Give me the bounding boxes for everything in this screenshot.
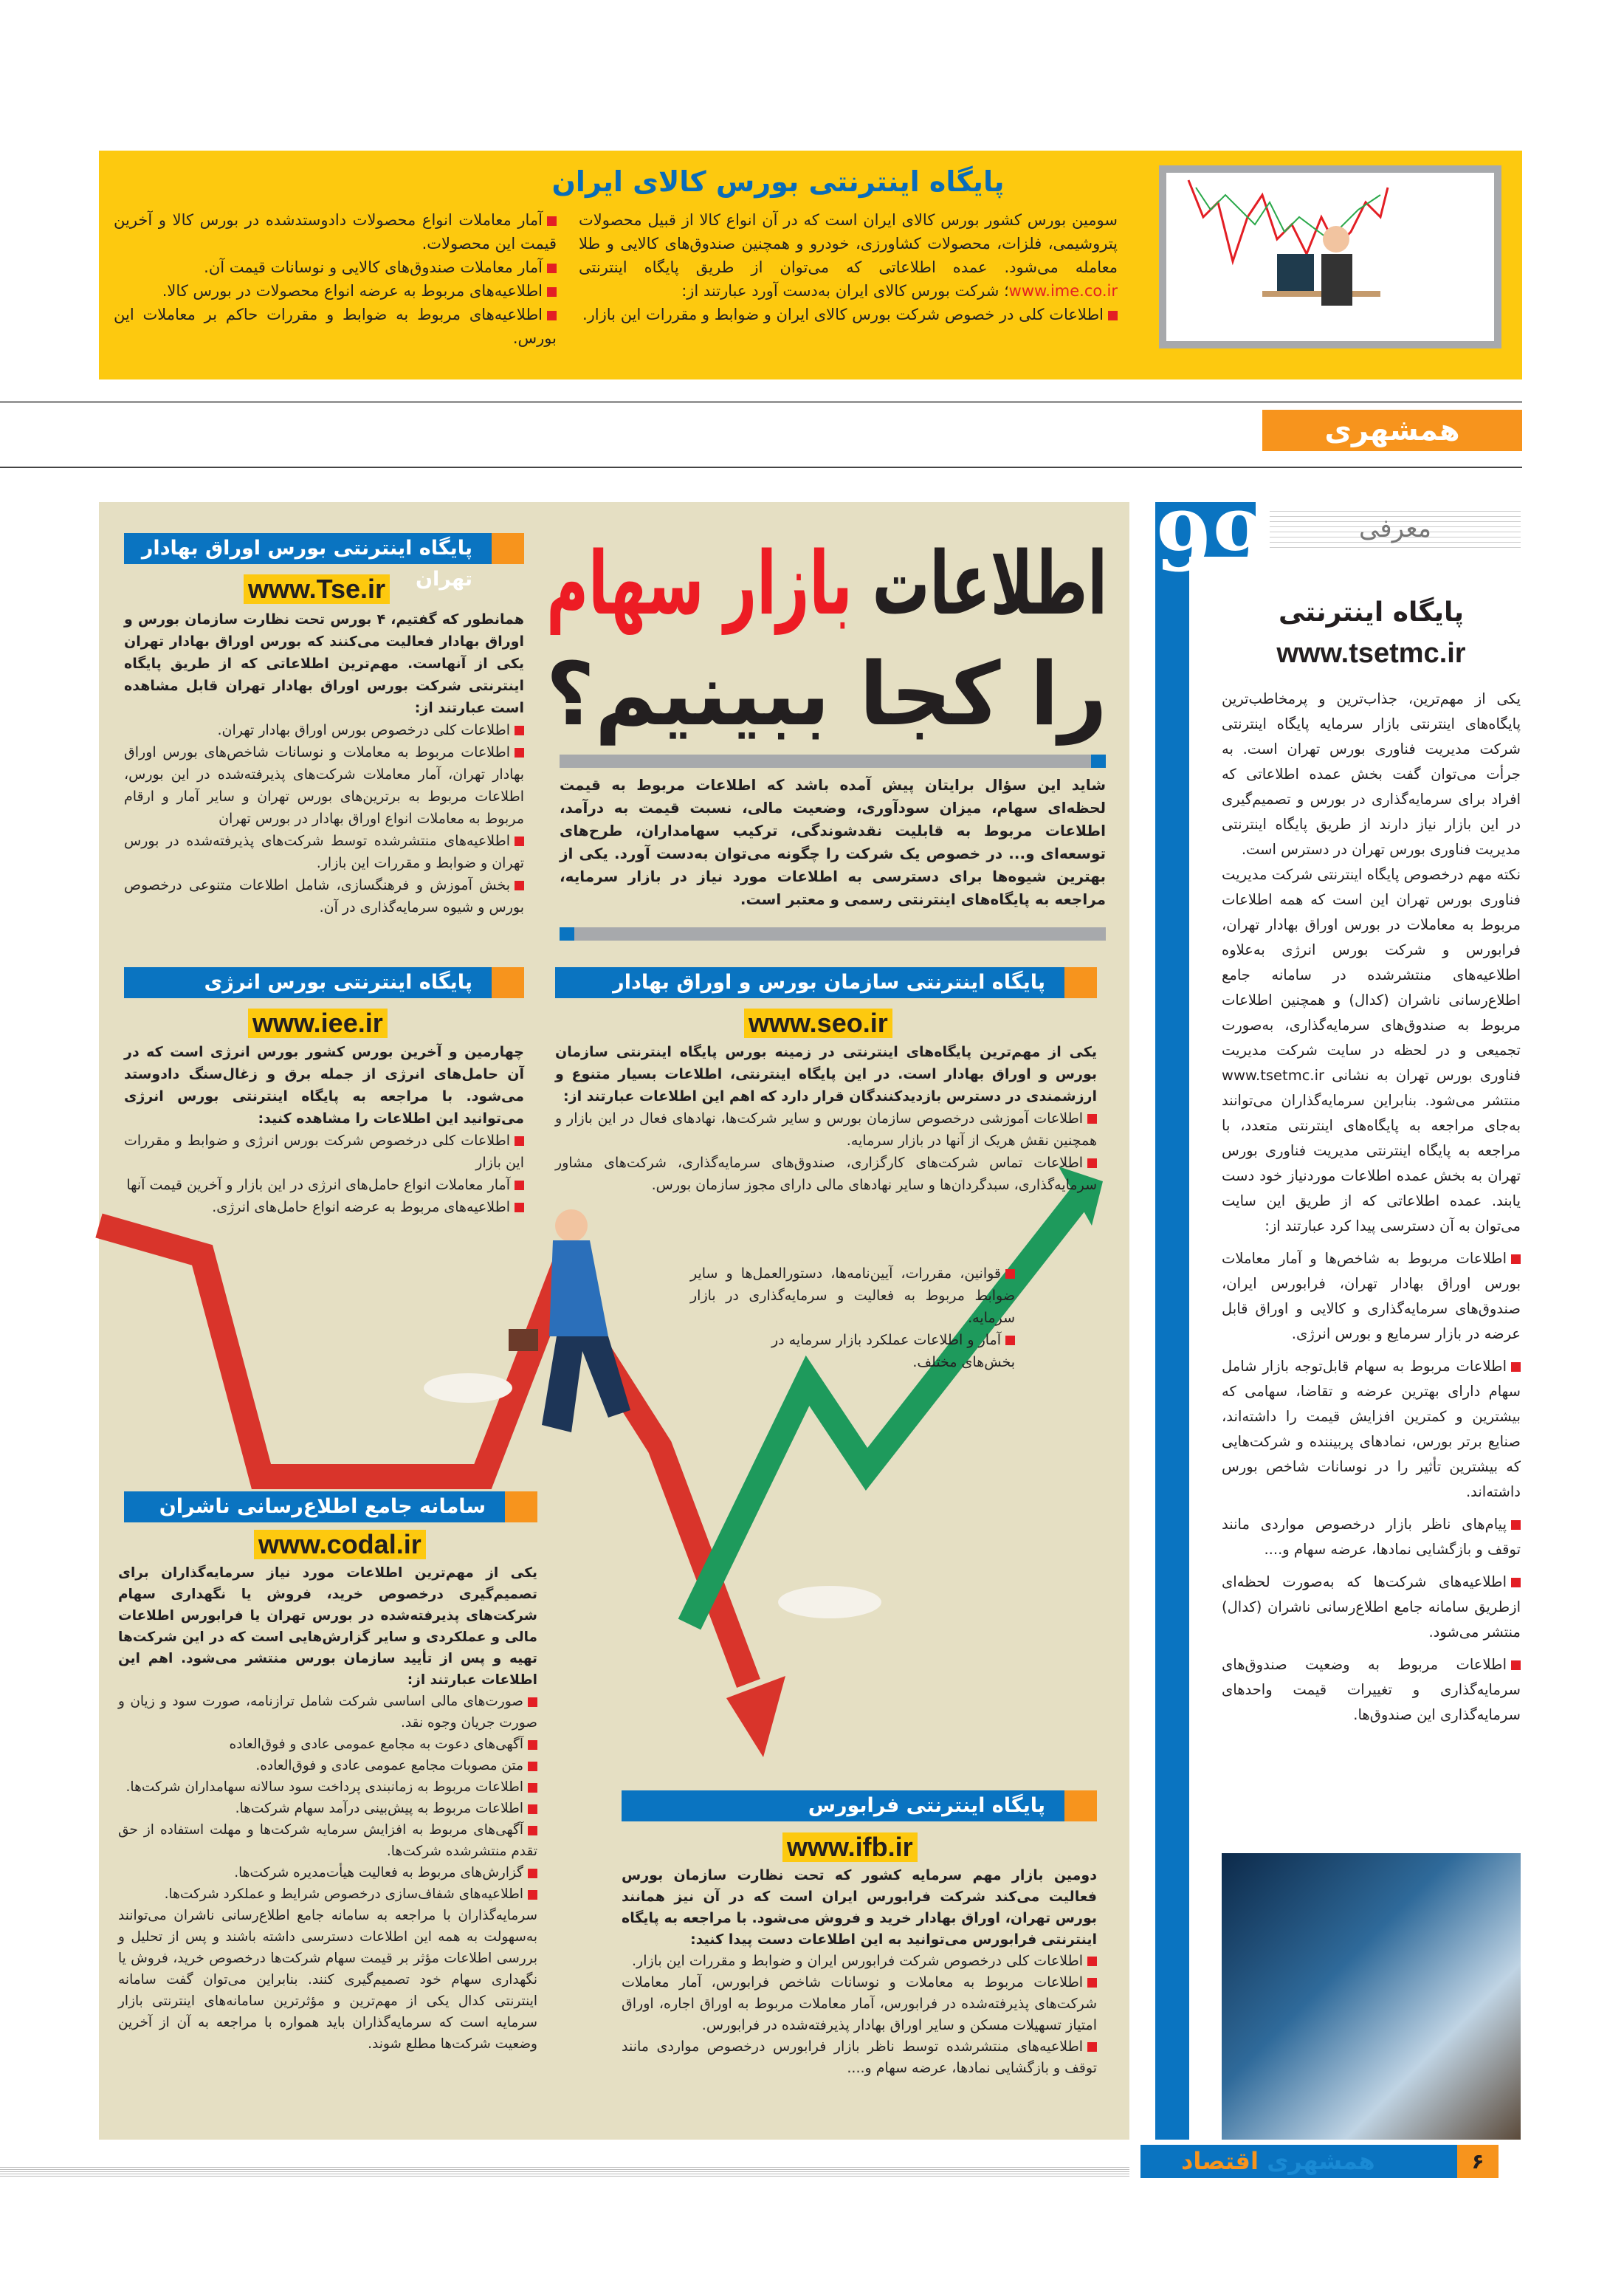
- bullet-icon: [528, 1762, 537, 1771]
- quote-icon: 99: [1155, 495, 1269, 590]
- section-label: معرفی: [1270, 506, 1521, 551]
- tse-body: همانطور که گفتیم، ۴ بورس تحت نظارت سازمان بورس و اوراق بهادار فعالیت می‌کنند که بورس اوراق بهادار تهران یکی از آنهاست. مهم‌ترین اطلاعاتی که از طریق پایگاه اینترنتی شرکت بورس اوراق بهادار تهران قابل مشاهده است عبارتند از: اطلاعات کلی درخصوص بورس اوراق بهادار تهران. اطلاعات مربوط به معاملات و نوسانات شاخص‌های بورس اوراق بهادار تهران، آمار معاملات شرکت‌های پذیرفته‌شده در این بورس، اطلاعات مربوط به برترین‌های بورس تهران و سایر آمار و ارقام مربوط به معاملات انواع اوراق بهادار در بورس تهران اطلاعیه‌های منتشرشده توسط شرکت‌های پذیرفته‌شده در بورس تهران و ضوابط و مقررات این بازار. بخش آموزش و فرهنگسازی، شامل اطلاعات متنوعی درخصوص بورس و شیوه سرمایه‌گذاری در آن.: [124, 611, 524, 916]
- divider: [0, 467, 1522, 468]
- seo-body-cont: قوانین، مقررات، آیین‌نامه‌ها، دستورالعمل‌ها و سایر ضوابط مربوط به فعالیت و سرمایه‌گذاری در بازار سرمایه. آمار و اطلاعات عملکرد بازار سرمایه در بخش‌های مختلف.: [690, 1265, 1015, 1370]
- trading-screens-photo: [1222, 1853, 1521, 2140]
- bullet-icon: [1087, 1957, 1097, 1966]
- bullet-icon: [1005, 1269, 1015, 1279]
- bullet-icon: [1511, 1578, 1521, 1587]
- footer-bar: [1140, 2145, 1499, 2178]
- hamshahri-eghtesad-logo: همشهری اقتصاد: [1181, 2147, 1375, 2175]
- bullet-icon: [515, 748, 524, 758]
- bullet-icon: [528, 1804, 537, 1814]
- bullet-icon: [528, 1697, 537, 1707]
- iee-body: چهارمین و آخرین بورس کشور بورس انرژی است که در آن حامل‌های انرژی از جمله برق و زغال‌سنگ دادوستد می‌شود. با مراجعه به پایگاه اینترنتی بورس انرژی می‌توانید این اطلاعات را مشاهده کنید: اطلاعات کلی درخصوص شرکت بورس انرژی و ضوابط و مقررات این بازار آمار معاملات انواع حامل‌های انرژی در این بازار و آخرین قیمت آنها اطلاعیه‌های مربوط به عرضه انواع حامل‌های انرژی.: [124, 1044, 524, 1215]
- trader-illustration: [1159, 165, 1501, 348]
- bullet-icon: [515, 1181, 524, 1190]
- ifb-body: دومین بازار مهم سرمایه کشور که تحت نظارت سازمان بورس فعالیت می‌کند شرکت فرابورس ایران است که در آن نیز همانند بورس تهران، اوراق بهادار خرید و فروش می‌شود. با مراجعه به پایگاه اینترنتی فرابورس می‌توانید به این اطلاعات دست پیدا کنید: اطلاعات کلی درخصوص شرکت فرابورس ایران و ضوابط و مقررات این بازار. اطلاعات مربوط به معاملات و نوسانات شاخص فرابورس، آمار معاملات شرکت‌های پذیرفته‌شده در فرابورس، آمار معاملات مربوط به اوراق اجاره، اوراق امتیاز تسهیلات مسکن و سایر اوراق بهادار پذیرفته‌شده در فرابورس. اطلاعیه‌های منتشرشده توسط ناظر بازار فرابورس درخصوص مواردی مانند توقف و بازگشایی نمادها، عرضه سهام و....: [622, 1867, 1097, 2076]
- divider-bar: [560, 927, 1106, 941]
- ime-intro: سومین بورس کشور بورس کالای ایران است که در آن انواع کالا از قبیل محصولات پتروشیمی، فلزات، محصولات کشاورزی، خودرو و همچنین صندوق‌های کالایی و طلا معامله می‌شود. عمده اطلاعاتی که می‌توان از طریق پایگاه اینترنتی www.ime.co.ir؛ شرکت بورس کالای ایران به‌دست آورد عبارتند از: اطلاعات کلی در خصوص شرکت بورس کالای ایران و ضوابط و مقررات این بازار.: [579, 211, 1118, 323]
- ifb-header: پایگاه اینترنتی فرابورس: [622, 1790, 1097, 1821]
- divider: [0, 401, 1522, 403]
- bullet-icon: [547, 216, 557, 226]
- sidebar-accent-bar: [1155, 502, 1189, 2140]
- bullet-icon: [528, 1890, 537, 1900]
- bullet-icon: [547, 311, 557, 320]
- hamshahri-logo: همشهری: [1262, 410, 1522, 451]
- bullet-icon: [515, 726, 524, 735]
- ime-title: پایگاه اینترنتی بورس کالای ایران: [551, 165, 1005, 198]
- page-number: ۶: [1457, 2145, 1499, 2178]
- bullet-icon: [1005, 1336, 1015, 1345]
- bullet-icon: [528, 1869, 537, 1878]
- sidebar-body: یکی از مهم‌ترین، جذاب‌ترین و پرمخاطب‌ترین پایگاه‌های اینترنتی بازار سرمایه پایگاه اینترنتی شرکت مدیریت فناوری بورس تهران است. به جرأت می‌توان گفت بخش عمده اطلاعاتی که افراد برای سرمایه‌گذاری در بورس و تصمیم‌گیری در این بازار نیاز دارند از طریق پایگاه اینترنتی مدیریت فناوری بورس تهران در دسترس است. نکته مهم درخصوص پایگاه اینترنتی شرکت مدیریت فناوری بورس تهران این است که همه اطلاعات مربوط به معاملات در بورس اوراق بهادار تهران، فرابورس و شرکت بورس انرژی به‌علاوه اطلاعیه‌های منتشرشده در سامانه جامع اطلاع‌رسانی ناشران (کدال) و همچنین اطلاعات مربوط به صندوق‌های سرمایه‌گذاری، به‌صورت تجمیعی و در لحظه در سایت شرکت مدیریت فناوری بورس تهران به نشانی www.tsetmc.ir منتشر می‌شود. بنابراین سرمایه‌گذاران می‌توانند به‌جای مراجعه به پایگاه‌های اینترنتی متعدد، با مراجعه به پایگاه اینترنتی مدیریت فناوری بورس تهران به بخش عمده اطلاعات موردنیاز خود دست یابند. عمده اطلاعاتی که از طریق این سایت می‌توان به آن دسترسی پیدا کرد عبارتند از: اطلاعات مربوط به شاخص‌ها و آمار معاملات بورس اوراق بهادار تهران، فرابورس ایران، صندوق‌های سرمایه‌گذاری و کالایی و اوراق قابل عرضه در بازار سرمایع و بورس انرژی. اطلاعات مربوط به سهام قابل‌توجه بازار شامل سهام دارای بهترین عرضه و تقاضا، سهامی که بیشترین و کمترین افزایش قیمت را داشته‌اند، صنایع برتر بورس، نمادهای پربیننده و شرکت‌هایی که بیشترین تأثیر را در نوسانات شاخص بورس داشته‌اند. پیام‌های ناظر بازار درخصوص مواردی مانند توقف و بازگشایی نمادها، عرضه سهام و.... اطلاعیه‌های شرکت‌ها که به‌صورت لحظه‌ای ازطریق سامانه جامع اطلاع‌رسانی ناشران (کدال) منتشر می‌شود. اطلاعات مربوط به وضعیت صندوق‌های سرمایه‌گذاری و تغییرات قیمت واحدهای سرمایه‌گذاری این صندوق‌ها.: [1222, 690, 1521, 1723]
- bullet-icon: [528, 1783, 537, 1793]
- bullet-icon: [515, 837, 524, 846]
- tse-header: پایگاه اینترنتی بورس اوراق بهادار تهران: [124, 533, 524, 564]
- ime-box: [99, 151, 1522, 379]
- bullet-icon: [547, 287, 557, 297]
- trader-chart-image: [1166, 173, 1494, 341]
- ime-url[interactable]: www.ime.co.ir: [1008, 282, 1118, 300]
- bullet-icon: [515, 881, 524, 890]
- bullet-icon: [1087, 1158, 1097, 1168]
- iee-url[interactable]: www.iee.ir: [248, 1009, 388, 1038]
- sidebar-title: پایگاه اینترنتی: [1278, 597, 1465, 628]
- bullet-icon: [528, 1740, 537, 1750]
- codal-body: یکی از مهم‌ترین اطلاعات مورد نیاز سرمایه‌گذاران برای تصمیم‌گیری درخصوص خرید، فروش یا نگهداری سهام شرکت‌های پذیرفته‌شده در بورس تهران یا فرابورس اطلاعات مالی و عملکردی و سایر گزارش‌هایی است که در این شرکت‌ها تهیه و پس از تأیید سازمان بورس منتشر می‌شود. اهم این اطلاعات عبارتند از: صورت‌های مالی اساسی شرکت شامل ترازنامه، صورت سود و زیان و صورت جریان وجوه نقد. آگهی‌های دعوت به مجامع عمومی عادی و فوق‌العاده متن مصوبات مجامع عمومی عادی و فوق‌العاده. اطلاعات مربوط به زمانبندی پرداخت سود سالانه سهامداران شرکت‌ها. اطلاعات مربوط به پیش‌بینی درآمد سهام شرکت‌ها. آگهی‌های مربوط به افزایش سرمایه شرکت‌ها و مهلت استفاده از حق تقدم منتشرشده شرکت‌ها. گزارش‌های مربوط به فعالیت هیأت‌مدیره شرکت‌ها. اطلاعیه‌های شفاف‌سازی درخصوص شرایط و عملکرد شرکت‌ها. سرمایه‌گذاران با مراجعه به سامانه جامع اطلاع‌رسانی ناشران می‌توانند به‌سهولت به همه این اطلاعات دسترسی داشته باشند و پس از تحلیل و بررسی اطلاعات مؤثر بر قیمت سهام شرکت‌ها درخصوص خرید، فروش یا نگهداری سهام خود تصمیم‌گیری کنند. بنابراین می‌توان گفت سامانه اینترنتی کدال یکی از مهم‌ترین و مؤثرترین سامانه‌های اینترنتی بازار سرمایه است که سرمایه‌گذاران باید همواره با مراجعه به آن از آخرین وضعیت شرکت‌ها مطلع شوند.: [118, 1565, 537, 2052]
- codal-header: سامانه جامع اطلاع‌رسانی ناشران: [124, 1491, 537, 1522]
- seo-url[interactable]: www.seo.ir: [744, 1009, 892, 1038]
- bullet-icon: [1511, 1254, 1521, 1264]
- iee-header: پایگاه اینترنتی بورس انرژی: [124, 967, 524, 998]
- bullet-icon: [1087, 2042, 1097, 2052]
- bullet-icon: [528, 1826, 537, 1835]
- bullet-icon: [1087, 1978, 1097, 1988]
- sidebar-url[interactable]: www.tsetmc.ir: [1276, 638, 1466, 669]
- footer-dotted-rule: [0, 2167, 1129, 2177]
- ime-list: آمار معاملات انواع محصولات دادوستدشده در بورس کالا و آخرین قیمت این محصولات. آمار معاملات صندوق‌های کالایی و نوسانات قیمت آن. اطلاعیه‌های مربوط به عرضه انواع محصولات در بورس کالا. اطلاعیه‌های مربوط به ضوابط و مقررات حاکم بر معاملات این بورس.: [114, 211, 557, 347]
- bullet-icon: [1087, 1114, 1097, 1124]
- headline-line-1: اطلاعات بازار سهام: [546, 532, 1107, 634]
- page-headline: [546, 528, 1107, 749]
- bullet-icon: [515, 1136, 524, 1146]
- seo-header: پایگاه اینترنتی سازمان بورس و اوراق بهادار: [555, 967, 1097, 998]
- bullet-icon: [515, 1203, 524, 1212]
- bullet-icon: [1511, 1660, 1521, 1670]
- ifb-url[interactable]: www.ifb.ir: [782, 1832, 918, 1862]
- tsetmc-link[interactable]: www.tsetmc.ir: [1222, 1067, 1325, 1084]
- bullet-icon: [1511, 1520, 1521, 1530]
- tse-url[interactable]: www.Tse.ir: [244, 574, 390, 604]
- bullet-icon: [547, 264, 557, 273]
- seo-body: یکی از مهم‌ترین پایگاه‌های اینترنتی در زمینه بورس پایگاه اینترنتی سازمان بورس و اوراق بهادار است. در این پایگاه اینترنتی، اطلاعات بسیار متنوع و ارزشمندی در دسترس بازدیدکنندگان قرار دارد که اهم این اطلاعات عبارتند از: اطلاعات آموزشی درخصوص سازمان بورس و سایر شرکت‌ها، نهادهای فعال در این بازار و همچنین نقش هریک از آنها در بازار سرمایه. اطلاعات تماس شرکت‌های کارگزاری، صندوق‌های سرمایه‌گذاری، شرکت‌های مشاور سرمایه‌گذاری، سبدگردان‌ها و سایر نهادهای مالی دارای مجوز سازمان بورس.: [555, 1044, 1097, 1193]
- divider-bar: [560, 755, 1106, 768]
- headline-line-2: را کجا ببینیم؟: [546, 643, 1107, 745]
- codal-url[interactable]: www.codal.ir: [254, 1530, 426, 1559]
- intro-paragraph: شاید این سؤال برایتان پیش آمده باشد که اطلاعات مربوط به قیمت لحظه‌ای سهام، میزان سودآوری، وضعیت مالی، نسبت قیمت به درآمد، اطلاعات مربوط به قابلیت نقدشوندگی، ترکیب سهامداران، طرح‌های توسعه‌ای و... در خصوص یک شرکت را چگونه می‌توان به‌دست آورد. یکی از بهترین شیوه‌ها برای دسترسی به اطلاعات مورد نیاز در بازار سرمایه، مراجعه به پایگاه‌های اینترنتی رسمی و معتبر است.: [560, 776, 1106, 908]
- bullet-icon: [1511, 1362, 1521, 1372]
- bullet-icon: [1108, 311, 1118, 320]
